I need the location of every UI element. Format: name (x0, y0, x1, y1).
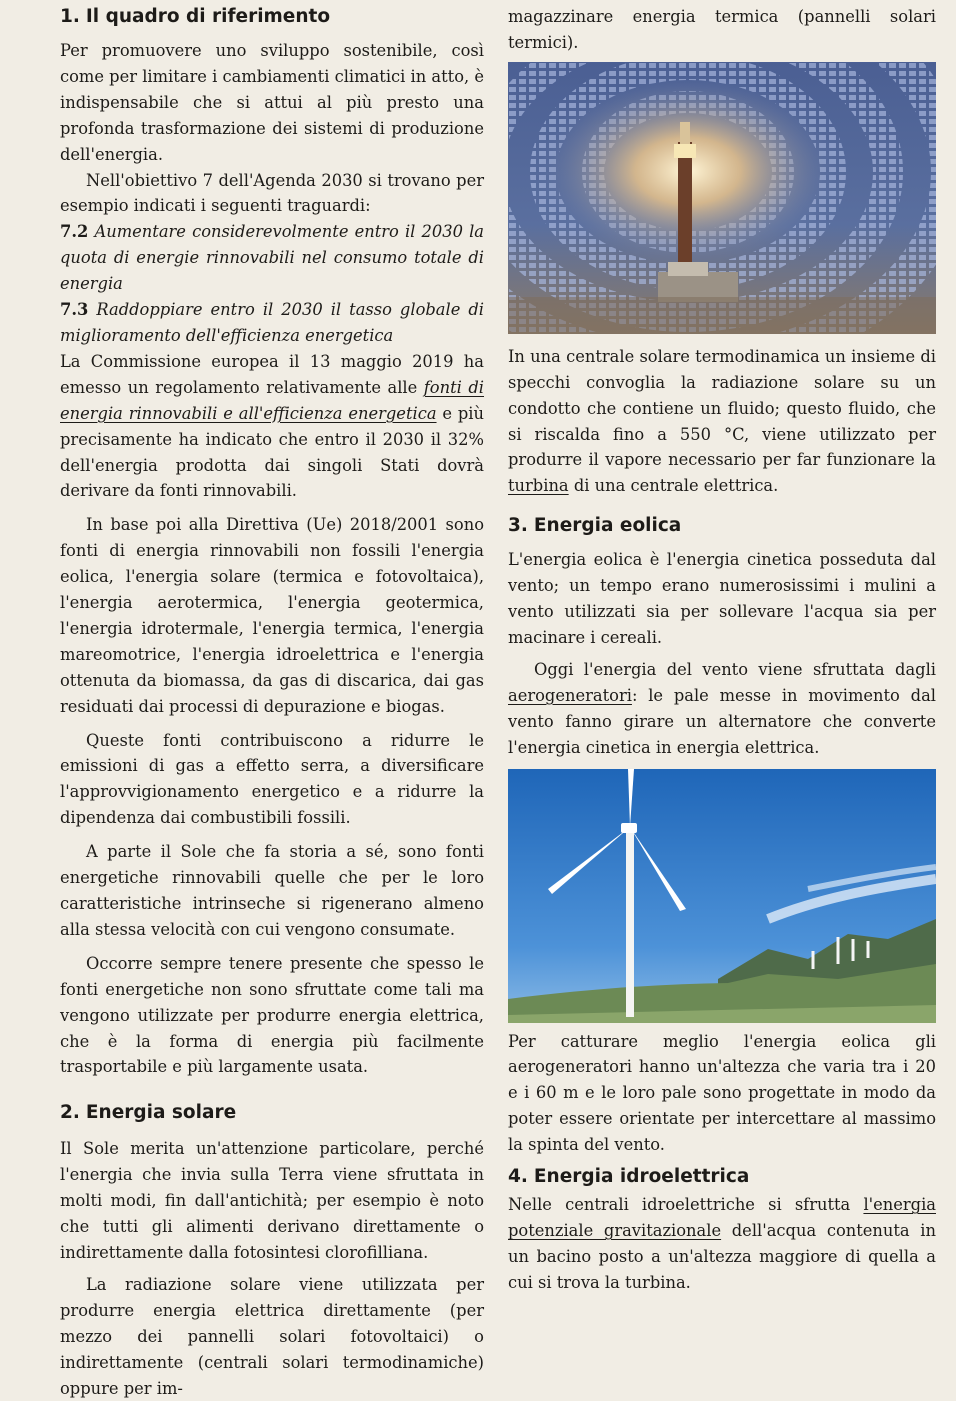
paragraph: Per promuovere uno sviluppo sostenibile, così come per limitare i cambiamenti climatici in atto, è indispensabile che si attui al più presto una profonda trasformazione dei sistemi di produzione dell'energia. (60, 41, 484, 164)
target-7-3: 7.3 Raddoppiare entro il 2030 il tasso globale di miglioramento dell'efficienza energetica (60, 300, 484, 345)
paragraph: La radiazione solare viene utilizzata per produrre energia elettrica direttamente (per mezzo dei pannelli solari fotovoltaici) o indirettamente (centrali solari termodinamiche) oppure per im- (60, 1274, 484, 1398)
paragraph: In base poi alla Direttiva (Ue) 2018/2001 sono fonti di energia rinnovabili non fossili l'energia eolica, l'energia solare (termica e fotovoltaica), l'energia aerotermica, l'energia geotermica, l'energia idrotermale, l'energia termica, l'energia mareomotrice, l'energia idroelettrica e l'energia ottenuta da biomassa, da gas di discarica, dai gas residuati dai processi di depurazione e biogas. (60, 515, 484, 716)
section-2-heading: 2. Energia solare (60, 1102, 237, 1124)
section-3-heading: 3. Energia eolica (508, 515, 682, 537)
paragraph: Nell'obiettivo 7 dell'Agenda 2030 si trovano per esempio indicati i seguenti traguardi: (60, 170, 484, 216)
paragraph: Il Sole merita un'attenzione particolare, perché l'energia che invia sulla Terra viene sfruttata in molti modi, fin dall'antichità; per esempio è noto che tutti gli alimenti derivano direttamente o indirettamente dalla fotosintesi clorofilliana. (60, 1139, 484, 1262)
target-7-2: 7.2 Aumentare considerevolmente entro il 2030 la quota di energie rinnovabili nel consumo totale di energia (60, 222, 484, 294)
paragraph: Nelle centrali idroelettriche si sfrutta l'energia potenziale gravitazionale dell'acqua contenuta in un bacino posto a un'altezza maggiore di quella a cui si trova la turbina. (508, 1195, 936, 1292)
section-4-heading: 4. Energia idroelettrica (508, 1166, 750, 1188)
paragraph: Occorre sempre tenere presente che spesso le fonti energetiche non sono sfruttate come tali ma vengono utilizzate per produrre energia elettrica, che è la forma di energia più facilmente trasportabile e più largamente usata. (60, 953, 484, 1077)
right-column (508, 4, 936, 1296)
paragraph: magazzinare energia termica (pannelli solari termici). (508, 7, 936, 52)
paragraph: Per catturare meglio l'energia eolica gli aerogeneratori hanno un'altezza che varia tra i 20 e i 60 m e le loro pale sono progettate in modo da poter essere orientate per intercettare al massimo la spinta del vento. (508, 1031, 936, 1155)
paragraph: A parte il Sole che fa storia a sé, sono fonti energetiche rinnovabili quelle che per le loro caratteristiche intrinseche si rigenerano almeno alla stessa velocità con cui vengono consumate. (60, 842, 484, 939)
paragraph: La Commissione europea il 13 maggio 2019 ha emesso un regolamento relativamente alle fonti di energia rinnovabili e all'efficienza energetica e più precisamente ha indicato che entro il 2030 il 32% dell'energia prodotta dai singoli Stati dovrà derivare da fonti rinnovabili. (60, 351, 485, 501)
paragraph: Oggi l'energia del vento viene sfruttata dagli aerogeneratori: le pale messe in movimento dal vento fanno girare un alternatore che converte l'energia cinetica in energia elettrica. (508, 659, 936, 757)
solar-plant-photo (508, 62, 936, 334)
paragraph: L'energia eolica è l'energia cinetica posseduta dal vento; un tempo erano numerosissimi i mulini a vento utilizzati sia per sollevare l'acqua sia per macinare i cereali. (508, 550, 936, 647)
left-column (60, 4, 484, 1401)
solar-photo-caption: In una centrale solare termodinamica un insieme di specchi convoglia la radiazione solare su un condotto che contiene un fluido; questo fluido, che si riscalda fino a 550 °C, viene utilizzato per produrre il vapore necessario per far funzionare la turbina di una centrale elettrica. (508, 346, 936, 496)
wind-turbines-photo (508, 769, 936, 1023)
section-1-heading: 1. Il quadro di riferimento (60, 6, 331, 27)
paragraph: Queste fonti contribuiscono a ridurre le emissioni di gas a effetto serra, a diversificare l'approvvigionamento energetico e a ridurre la dipendenza dai combustibili fossili. (60, 730, 484, 828)
